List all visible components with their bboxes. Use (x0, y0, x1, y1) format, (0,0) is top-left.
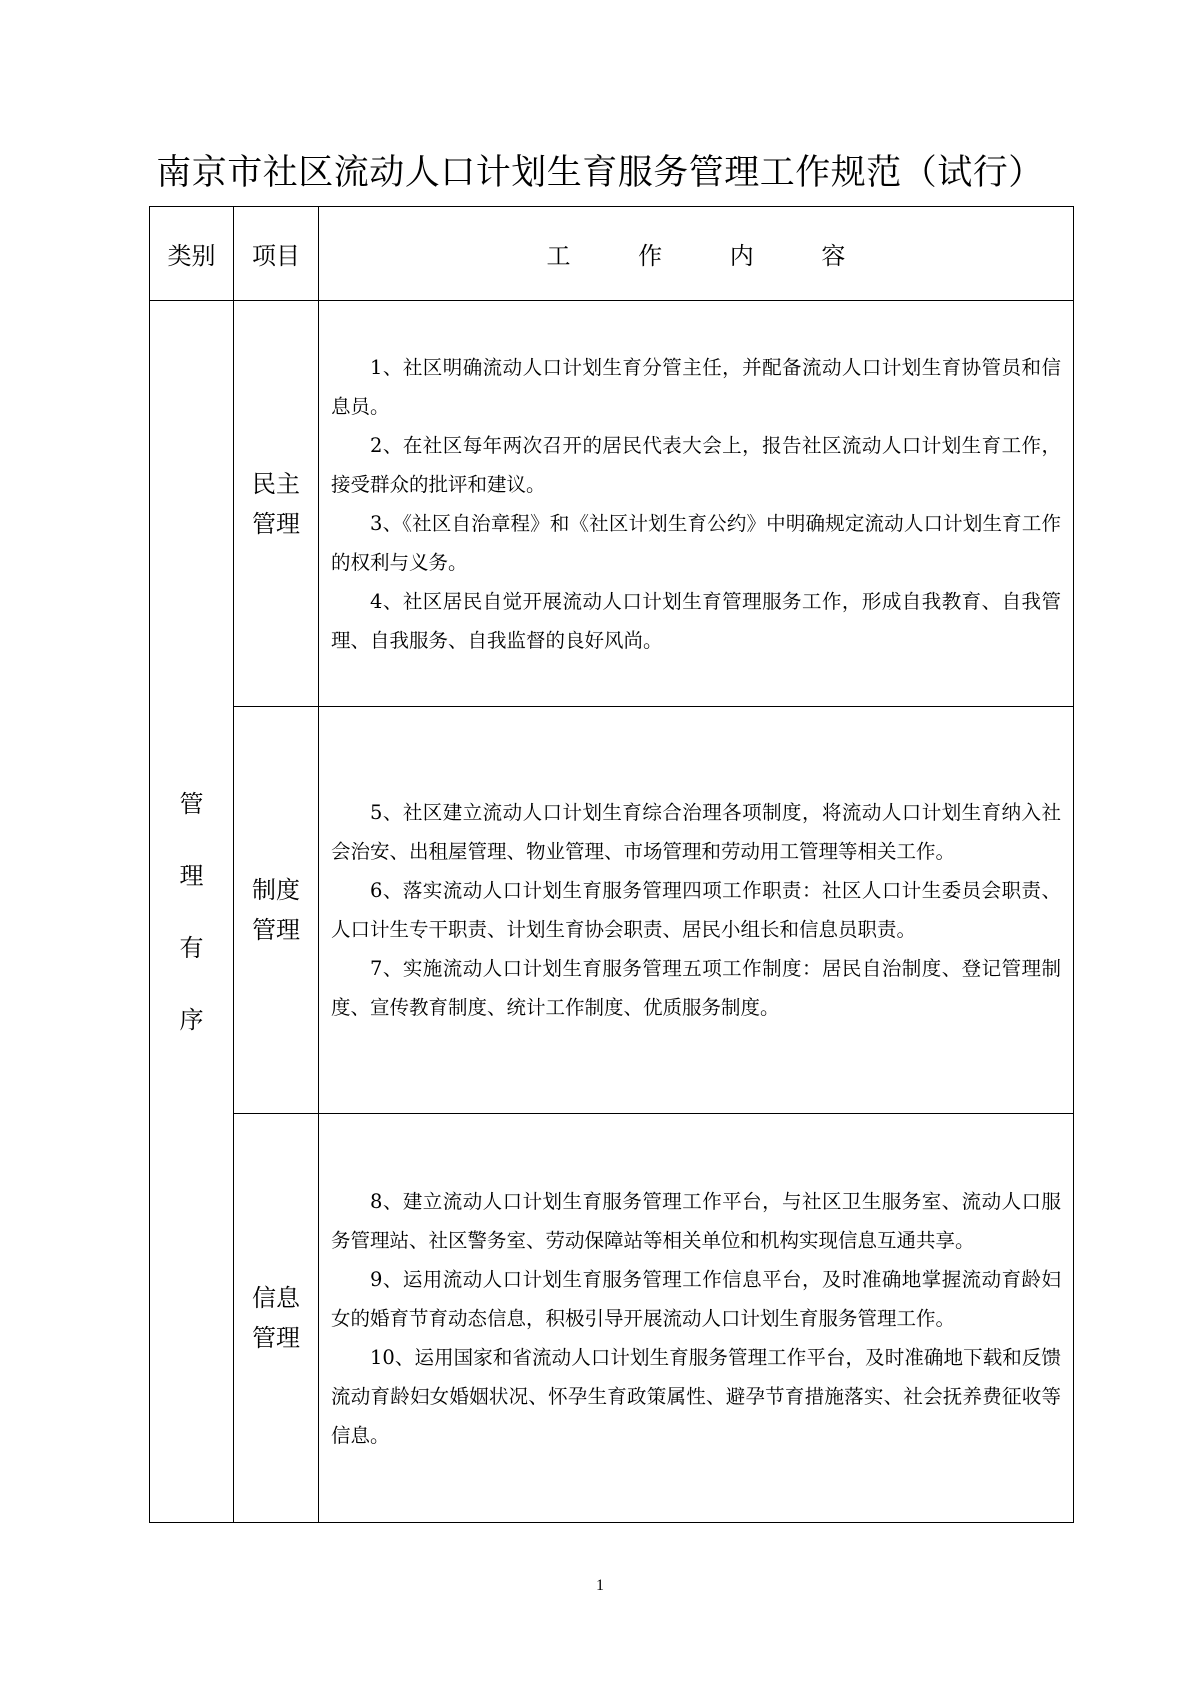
category-cell (150, 301, 234, 1523)
table-row (150, 1114, 1074, 1523)
table-header-row (150, 207, 1074, 301)
header-content (319, 207, 1074, 301)
content-paragraph: 8、建立流动人口计划生育服务管理工作平台，与社区卫生服务室、流动人口服务管理站、社区警务室、劳动保障站等相关单位和机构实现信息互通共享。 (331, 1189, 1061, 1252)
content-paragraph: 7、实施流动人口计划生育服务管理五项工作制度：居民自治制度、登记管理制度、宣传教育制度、统计工作制度、优质服务制度。 (331, 957, 1061, 1019)
header-content-label: 工 作 内 容 (546, 242, 876, 270)
content-paragraph: 6、落实流动人口计划生育服务管理四项工作职责：社区人口计生委员会职责、人口计生专干职责、计划生育协会职责、居民小组长和信息员职责。 (331, 879, 1061, 941)
item-label-line: 管理 (252, 916, 300, 944)
item-label-line: 民主 (252, 469, 300, 498)
item-label-line: 制度 (252, 876, 300, 904)
content-paragraph: 1、社区明确流动人口计划生育分管主任，并配备流动人口计划生育协管员和信息员。 (331, 355, 1061, 418)
category-char: 序 (179, 1005, 204, 1034)
item-cell-system-management (234, 707, 319, 1114)
category-char: 有 (179, 933, 204, 962)
content-paragraph: 3、《社区自治章程》和《社区计划生育公约》中明确规定流动人口计划生育工作的权利与义务。 (331, 511, 1061, 574)
category-char: 管 (179, 789, 204, 818)
content-paragraph: 5、社区建立流动人口计划生育综合治理各项制度，将流动人口计划生育纳入社会治安、出租屋管理、物业管理、市场管理和劳动用工管理等相关工作。 (331, 801, 1061, 863)
content-paragraph: 9、运用流动人口计划生育服务管理工作信息平台，及时准确地掌握流动育龄妇女的婚育节育动态信息，积极引导开展流动人口计划生育服务管理工作。 (331, 1267, 1061, 1330)
table-row (150, 707, 1074, 1114)
content-paragraph: 2、在社区每年两次召开的居民代表大会上，报告社区流动人口计划生育工作，接受群众的批评和建议。 (331, 433, 1061, 496)
page-number: 1 (596, 1577, 604, 1594)
content-cell-democratic-management (319, 301, 1074, 707)
content-cell-information-management (319, 1114, 1074, 1523)
item-label-line: 管理 (252, 509, 300, 538)
table-row (150, 301, 1074, 707)
header-category: 类别 (150, 207, 234, 301)
content-paragraph: 4、社区居民自觉开展流动人口计划生育管理服务工作，形成自我教育、自我管理、自我服务、自我监督的良好风尚。 (331, 589, 1061, 652)
work-norms-table (149, 206, 1074, 1523)
item-label-line: 信息 (252, 1284, 300, 1312)
document-title: 南京市社区流动人口计划生育服务管理工作规范（试行） (156, 153, 1044, 193)
item-cell-information-management (234, 1114, 319, 1523)
item-cell-democratic-management (234, 301, 319, 707)
item-label-line: 管理 (252, 1324, 300, 1352)
header-item: 项目 (234, 207, 319, 301)
category-char: 理 (179, 861, 204, 890)
content-cell-system-management (319, 707, 1074, 1114)
content-paragraph: 10、运用国家和省流动人口计划生育服务管理工作平台，及时准确地下载和反馈流动育龄妇女婚姻状况、怀孕生育政策属性、避孕节育措施落实、社会抚养费征收等信息。 (331, 1345, 1061, 1447)
